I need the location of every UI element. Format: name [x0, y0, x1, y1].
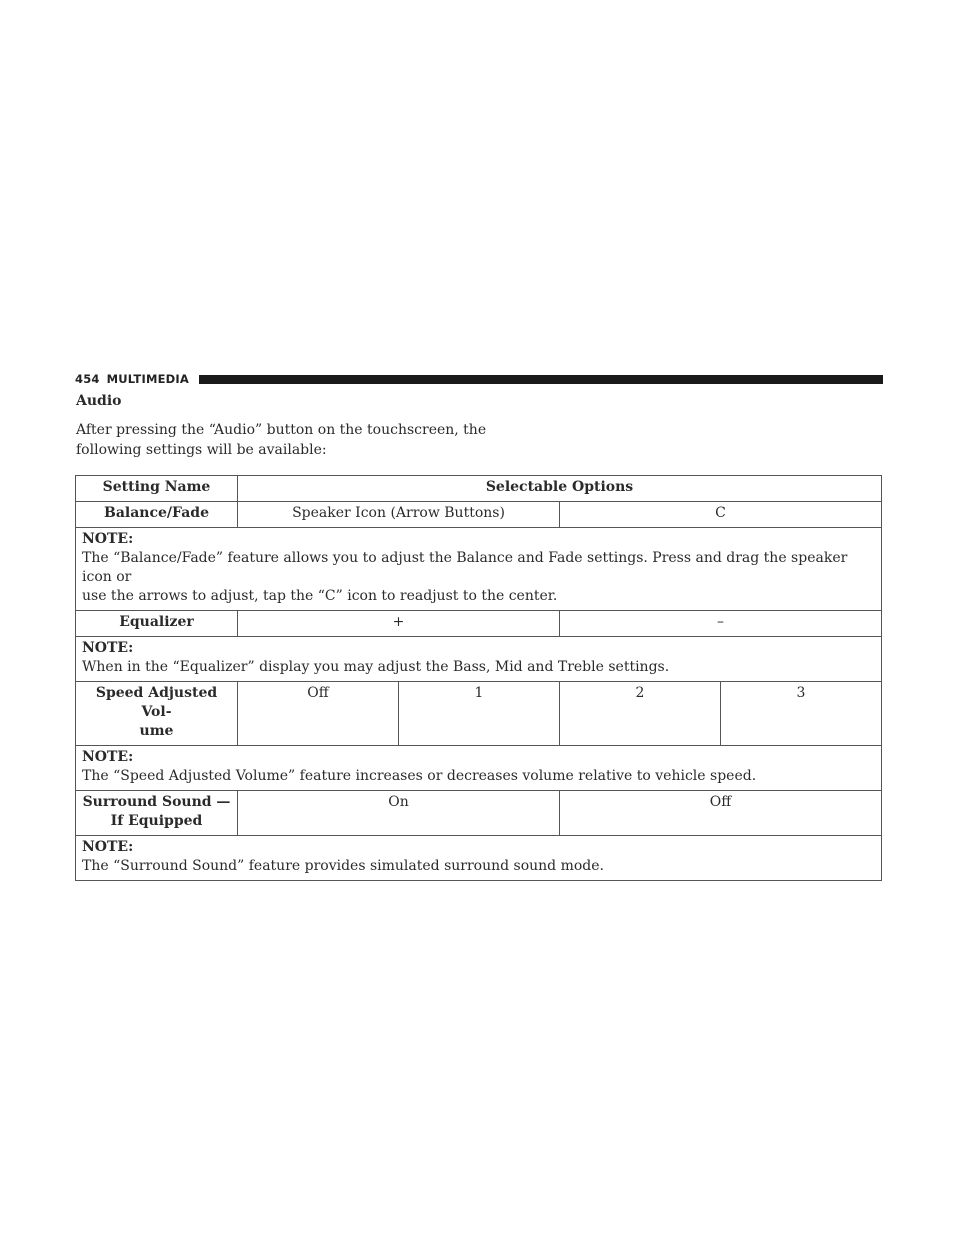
setting-name-equalizer: Equalizer [76, 611, 238, 637]
setting-name-line: Surround Sound — [82, 794, 231, 810]
note-text: use the arrows to adjust, tap the “C” icon to readjust to the center. [82, 588, 558, 604]
note-label: NOTE: [82, 640, 134, 656]
settings-table [75, 475, 882, 881]
setting-name-line: Speed Adjusted Vol- [95, 685, 218, 720]
table-header-row [76, 476, 882, 502]
intro-paragraph [76, 420, 496, 460]
intro-line: After pressing the “Audio” button on the touchscreen, the [76, 422, 487, 438]
note-text: The “Balance/Fade” feature allows you to adjust the Balance and Fade settings. Press and drag the speaker icon or [82, 550, 848, 585]
note-equalizer [76, 637, 882, 682]
note-row [76, 637, 882, 682]
table-row [76, 791, 882, 836]
note-row [76, 836, 882, 881]
setting-name-speed-adjusted-volume [76, 682, 238, 746]
option-on: On [238, 791, 560, 836]
note-label: NOTE: [82, 749, 134, 765]
option-off: Off [238, 682, 399, 746]
table-row [76, 682, 882, 746]
table-row [76, 611, 882, 637]
section-title: Audio [76, 393, 122, 409]
option-plus: + [238, 611, 560, 637]
option-2: 2 [560, 682, 721, 746]
note-surround-sound [76, 836, 882, 881]
option-speaker-icon: Speaker Icon (Arrow Buttons) [238, 502, 560, 528]
table-row [76, 502, 882, 528]
option-off: Off [560, 791, 882, 836]
option-c: C [560, 502, 882, 528]
setting-name-balance-fade: Balance/Fade [76, 502, 238, 528]
note-text: When in the “Equalizer” display you may adjust the Bass, Mid and Treble settings. [82, 659, 670, 675]
option-1: 1 [399, 682, 560, 746]
setting-name-line: If Equipped [110, 813, 203, 829]
setting-name-line: ume [139, 723, 174, 739]
intro-line: following settings will be available: [76, 442, 327, 458]
page-number: 454 [75, 372, 100, 386]
page-header [75, 372, 883, 386]
note-speed-adjusted-volume [76, 746, 882, 791]
note-row [76, 528, 882, 611]
header-selectable-options: Selectable Options [238, 476, 882, 502]
note-balance-fade [76, 528, 882, 611]
setting-name-surround-sound [76, 791, 238, 836]
header-setting-name: Setting Name [76, 476, 238, 502]
note-label: NOTE: [82, 531, 134, 547]
header-rule [199, 375, 883, 384]
note-text: The “Speed Adjusted Volume” feature increases or decreases volume relative to vehicle speed. [82, 768, 757, 784]
note-row [76, 746, 882, 791]
option-3: 3 [721, 682, 882, 746]
note-text: The “Surround Sound” feature provides simulated surround sound mode. [82, 858, 604, 874]
section-name: MULTIMEDIA [106, 372, 189, 386]
note-label: NOTE: [82, 839, 134, 855]
option-minus: – [560, 611, 882, 637]
